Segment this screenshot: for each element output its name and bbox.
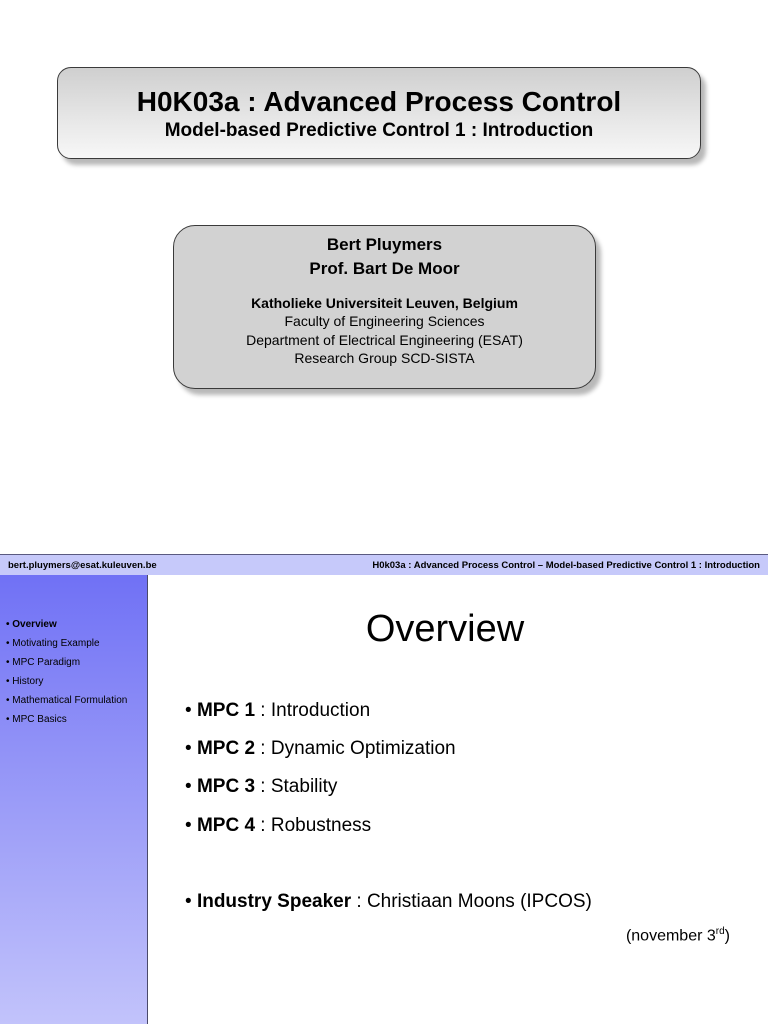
research-group: Research Group SCD-SISTA <box>294 350 475 366</box>
author-box <box>173 225 596 389</box>
bullet-item <box>185 738 456 760</box>
bullet-marker: • <box>185 700 197 721</box>
bullet-marker: • <box>185 891 197 912</box>
bullet-text: : Stability <box>255 776 338 797</box>
title-box <box>57 67 701 159</box>
bullet-item <box>185 700 370 722</box>
sidebar-item-overview[interactable]: • Overview <box>6 619 57 630</box>
date-suffix: ) <box>724 927 730 945</box>
sidebar-nav <box>0 575 148 1024</box>
bullet-key: MPC 4 <box>196 815 256 836</box>
author-name: Bert Pluymers <box>326 235 443 254</box>
bullet-item <box>185 891 592 913</box>
slide-header-bar <box>0 554 768 575</box>
bullet-key: MPC 1 <box>196 700 256 721</box>
bullet-text: : Christiaan Moons (IPCOS) <box>351 891 592 912</box>
slide-title: Overview <box>365 608 525 650</box>
bullet-key: MPC 2 <box>196 738 256 759</box>
course-subtitle: Model-based Predictive Control 1 : Introduction <box>164 120 594 141</box>
bullet-key: Industry Speaker <box>196 891 352 912</box>
header-course-title: H0k03a : Advanced Process Control – Model-based Predictive Control 1 : Introduction <box>372 560 760 571</box>
bullet-marker: • <box>185 738 197 759</box>
bullet-marker: • <box>185 815 197 836</box>
bullet-text: : Robustness <box>255 815 372 836</box>
date-prefix: (november 3 <box>625 927 716 945</box>
date-note <box>626 926 730 945</box>
author-name: Prof. Bart De Moor <box>309 259 460 278</box>
bullet-key: MPC 3 <box>196 776 256 797</box>
overview-slide <box>0 554 768 1024</box>
bullet-marker: • <box>185 776 197 797</box>
sidebar-item-mathematical-formulation[interactable]: • Mathematical Formulation <box>6 695 128 706</box>
sidebar-item-mpc-paradigm[interactable]: • MPC Paradigm <box>6 657 81 668</box>
bullet-text: : Dynamic Optimization <box>255 738 456 759</box>
sidebar-item-history[interactable]: • History <box>6 676 44 687</box>
sidebar-item-motivating-example[interactable]: • Motivating Example <box>6 638 100 649</box>
sidebar-item-mpc-basics[interactable]: • MPC Basics <box>6 714 67 725</box>
author-email[interactable]: bert.pluymers@esat.kuleuven.be <box>8 560 157 571</box>
bullet-text: : Introduction <box>255 700 371 721</box>
bullet-item <box>185 815 371 837</box>
faculty-name: Faculty of Engineering Sciences <box>284 313 485 329</box>
bullet-item <box>185 776 337 798</box>
course-title: H0K03a : Advanced Process Control <box>136 86 622 117</box>
university-name: Katholieke Universiteit Leuven, Belgium <box>251 295 518 311</box>
department-name: Department of Electrical Engineering (ESAT) <box>246 332 523 348</box>
date-ordinal: rd <box>715 926 725 937</box>
